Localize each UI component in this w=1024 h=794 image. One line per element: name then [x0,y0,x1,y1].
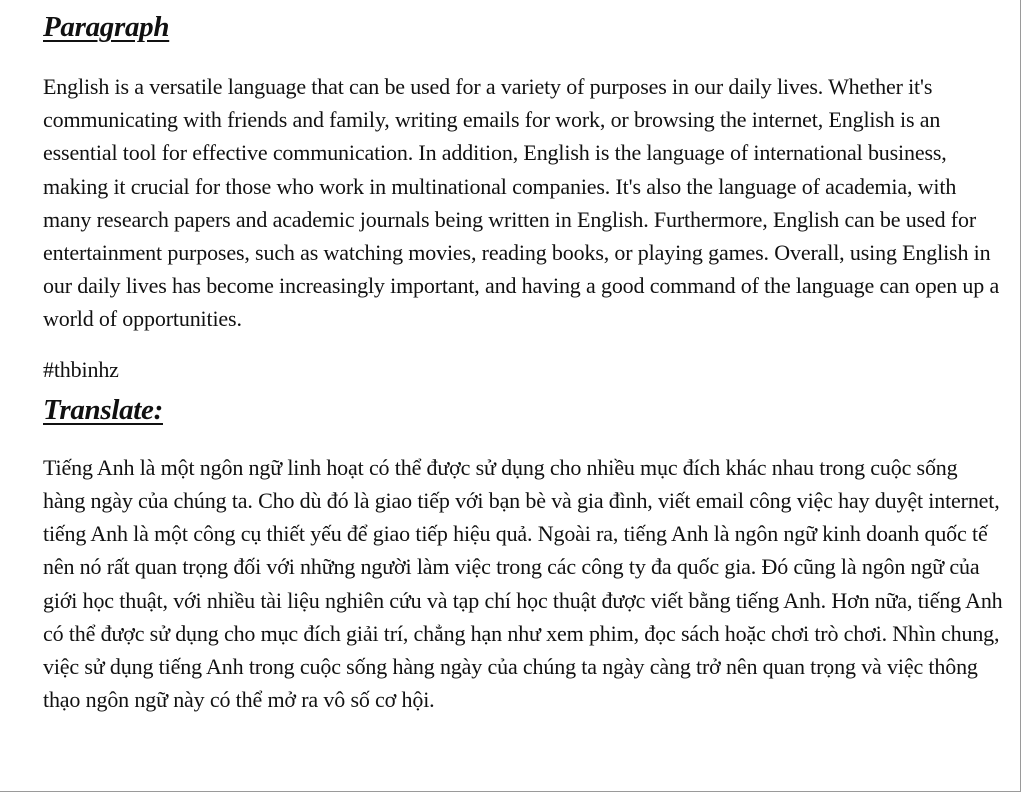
hashtag-text: #thbinhz [43,356,119,382]
translate-heading: Translate: [43,393,163,426]
vietnamese-translation-paragraph: Tiếng Anh là một ngôn ngữ linh hoạt có thể được sử dụng cho nhiều mục đích khác nhau trong cuộc sống hàng ngày của chúng ta. Cho dù đó là giao tiếp với bạn bè và gia đình, viết email công việc hay duyệt internet, tiếng Anh là một công cụ thiết yếu để giao tiếp hiệu quả. Ngoài ra, tiếng Anh là ngôn ngữ kinh doanh quốc tế nên nó rất quan trọng đối với những người làm việc trong các công ty đa quốc gia. Đó cũng là ngôn ngữ của giới học thuật, với nhiều tài liệu nghiên cứu và tạp chí học thuật được viết bằng tiếng Anh. Hơn nữa, tiếng Anh có thể được sử dụng cho mục đích giải trí, chẳng hạn như xem phim, đọc sách hoặc chơi trò chơi. Nhìn chung, việc sử dụng tiếng Anh trong cuộc sống hàng ngày của chúng ta ngày càng trở nên quan trọng và việc thông thạo ngôn ngữ này có thể mở ra vô số cơ hội. [43,454,1003,713]
english-paragraph: English is a versatile language that can be used for a variety of purposes in our daily lives. Whether it's communicating with friends and family, writing emails for work, or browsing the internet, English is an essential tool for effective communication. In addition, English is the language of international business, making it crucial for those who work in multinational companies. It's also the language of academia, with many research papers and academic journals being written in English. Furthermore, English can be used for entertainment purposes, such as watching movies, reading books, or playing games. Overall, using English in our daily lives has become increasingly important, and having a good command of the language can open up a world of opportunities. [43,74,1000,332]
document-content [43,8,1003,716]
paragraph-heading: Paragraph [43,11,170,43]
